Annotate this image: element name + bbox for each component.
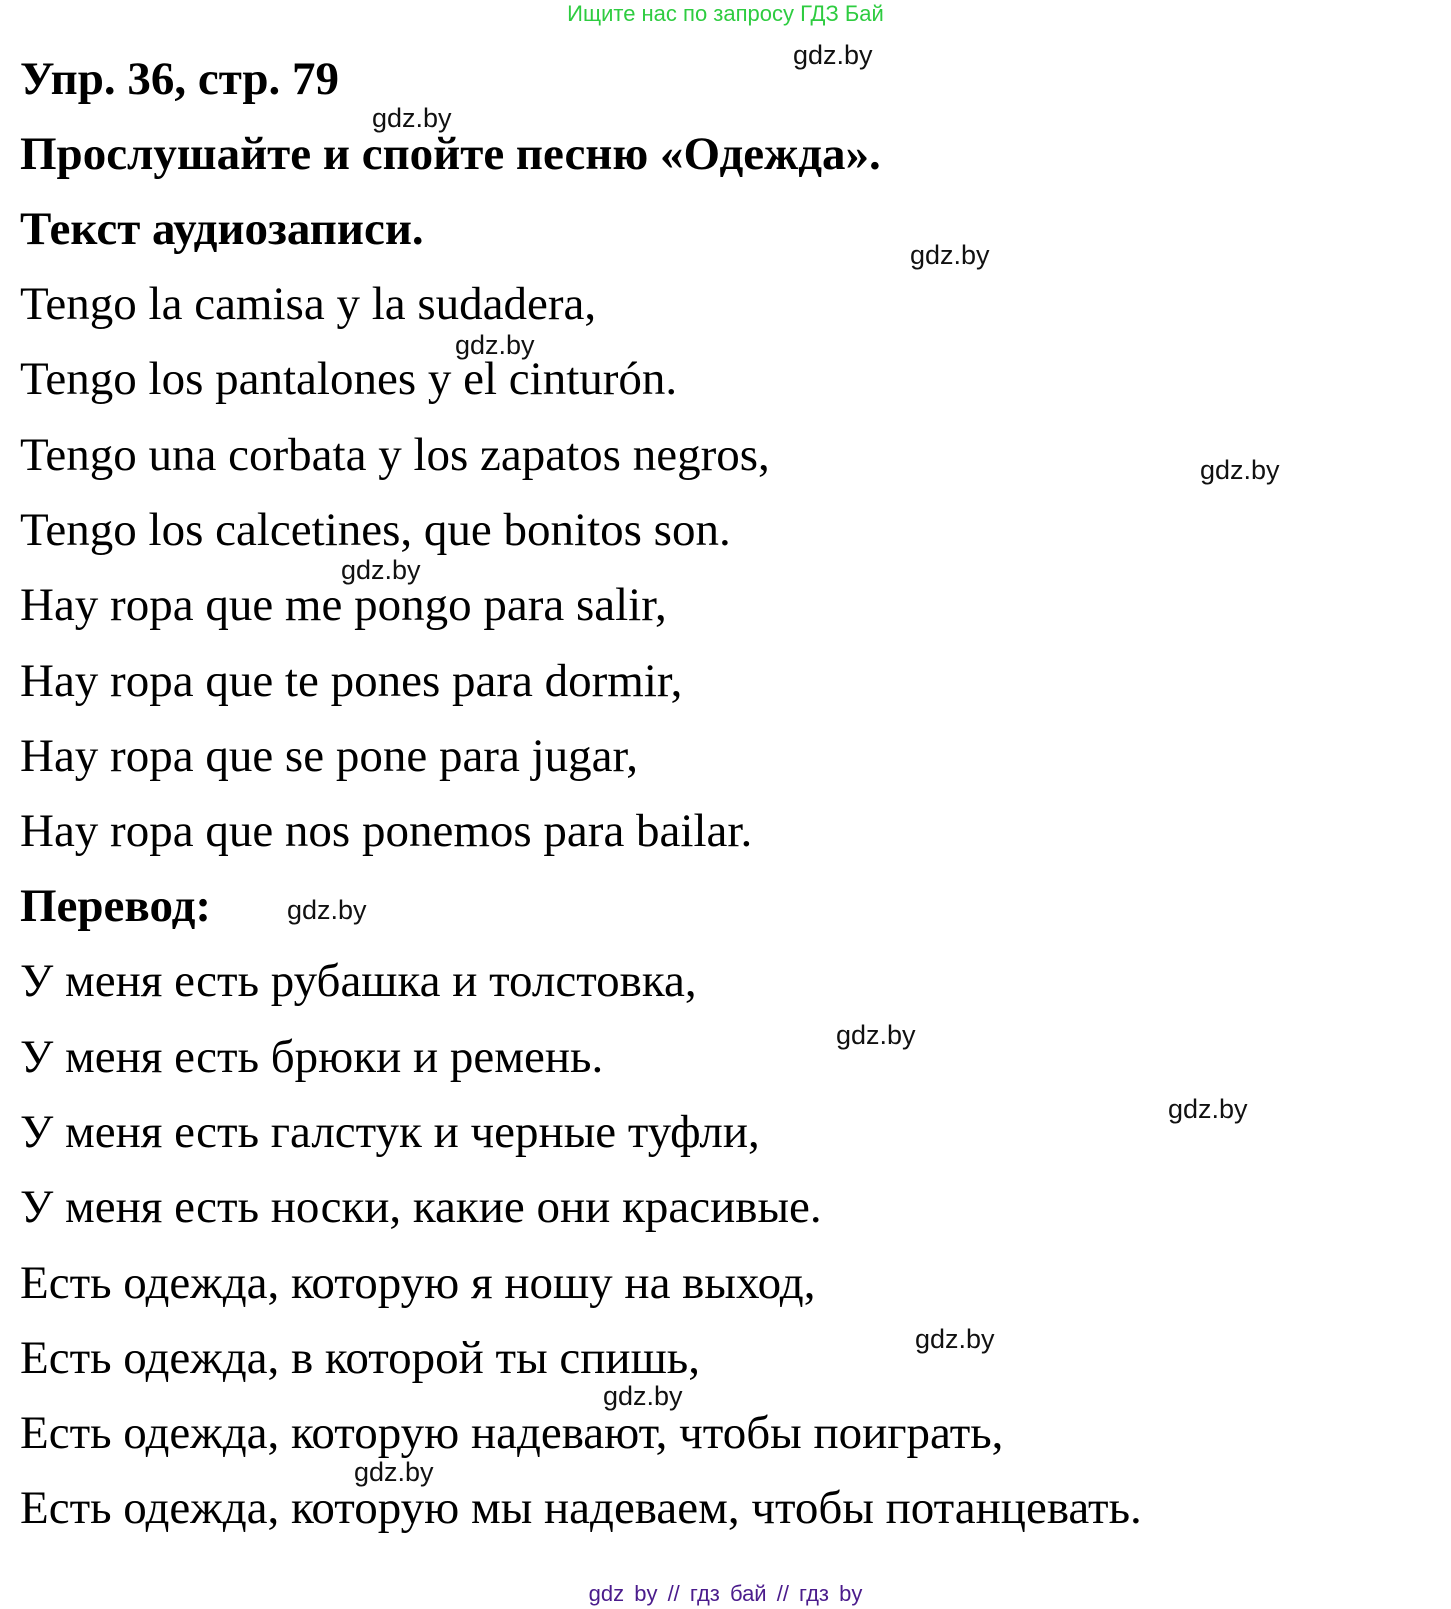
lyric-line: Hay ropa que nos ponemos para bailar. bbox=[20, 805, 753, 857]
lyric-line: Hay ropa que te pones para dormir, bbox=[20, 655, 683, 707]
translation-line: Есть одежда, в которой ты спишь, bbox=[20, 1332, 700, 1384]
watermark: gdz.by bbox=[372, 103, 452, 133]
translation-line: У меня есть рубашка и толстовка, bbox=[20, 955, 697, 1007]
watermark: gdz.by bbox=[793, 40, 873, 70]
lyric-line: Tengo los calcetines, que bonitos son. bbox=[20, 504, 731, 556]
bottom-watermark-banner: gdz by // гдз бай // гдз by bbox=[588, 1581, 863, 1606]
watermark: gdz.by bbox=[341, 555, 421, 585]
watermark: gdz.by bbox=[287, 895, 367, 925]
watermark: gdz.by bbox=[354, 1457, 434, 1487]
watermark: gdz.by bbox=[836, 1020, 916, 1050]
watermark: gdz.by bbox=[910, 240, 990, 270]
translation-line: У меня есть брюки и ремень. bbox=[20, 1031, 604, 1083]
lyric-line: Hay ropa que se pone para jugar, bbox=[20, 730, 638, 782]
lyric-line: Tengo la camisa y la sudadera, bbox=[20, 278, 597, 330]
lyric-line: Tengo una corbata y los zapatos negros, bbox=[20, 429, 770, 481]
translation-line: У меня есть носки, какие они красивые. bbox=[20, 1181, 822, 1233]
lyric-line: Hay ropa que me pongo para salir, bbox=[20, 579, 667, 631]
watermark: gdz.by bbox=[603, 1381, 683, 1411]
watermark: gdz.by bbox=[1168, 1094, 1248, 1124]
translation-line: Есть одежда, которую мы надеваем, чтобы потанцевать. bbox=[20, 1482, 1142, 1534]
translation-line: Есть одежда, которую надевают, чтобы поиграть, bbox=[20, 1407, 1004, 1459]
translation-heading: Перевод: bbox=[20, 880, 212, 932]
translation-line: У меня есть галстук и черные туфли, bbox=[20, 1106, 760, 1158]
lyric-line: Tengo los pantalones y el cinturón. bbox=[20, 353, 678, 405]
top-search-banner: Ищите нас по запросу ГДЗ Бай bbox=[567, 1, 884, 26]
watermark: gdz.by bbox=[455, 330, 535, 360]
exercise-title: Упр. 36, стр. 79 bbox=[20, 53, 340, 105]
transcript-heading: Текст аудиозаписи. bbox=[20, 203, 424, 255]
watermark: gdz.by bbox=[915, 1324, 995, 1354]
translation-line: Есть одежда, которую я ношу на выход, bbox=[20, 1257, 816, 1309]
exercise-instruction: Прослушайте и спойте песню «Одежда». bbox=[20, 128, 881, 180]
watermark: gdz.by bbox=[1200, 455, 1280, 485]
